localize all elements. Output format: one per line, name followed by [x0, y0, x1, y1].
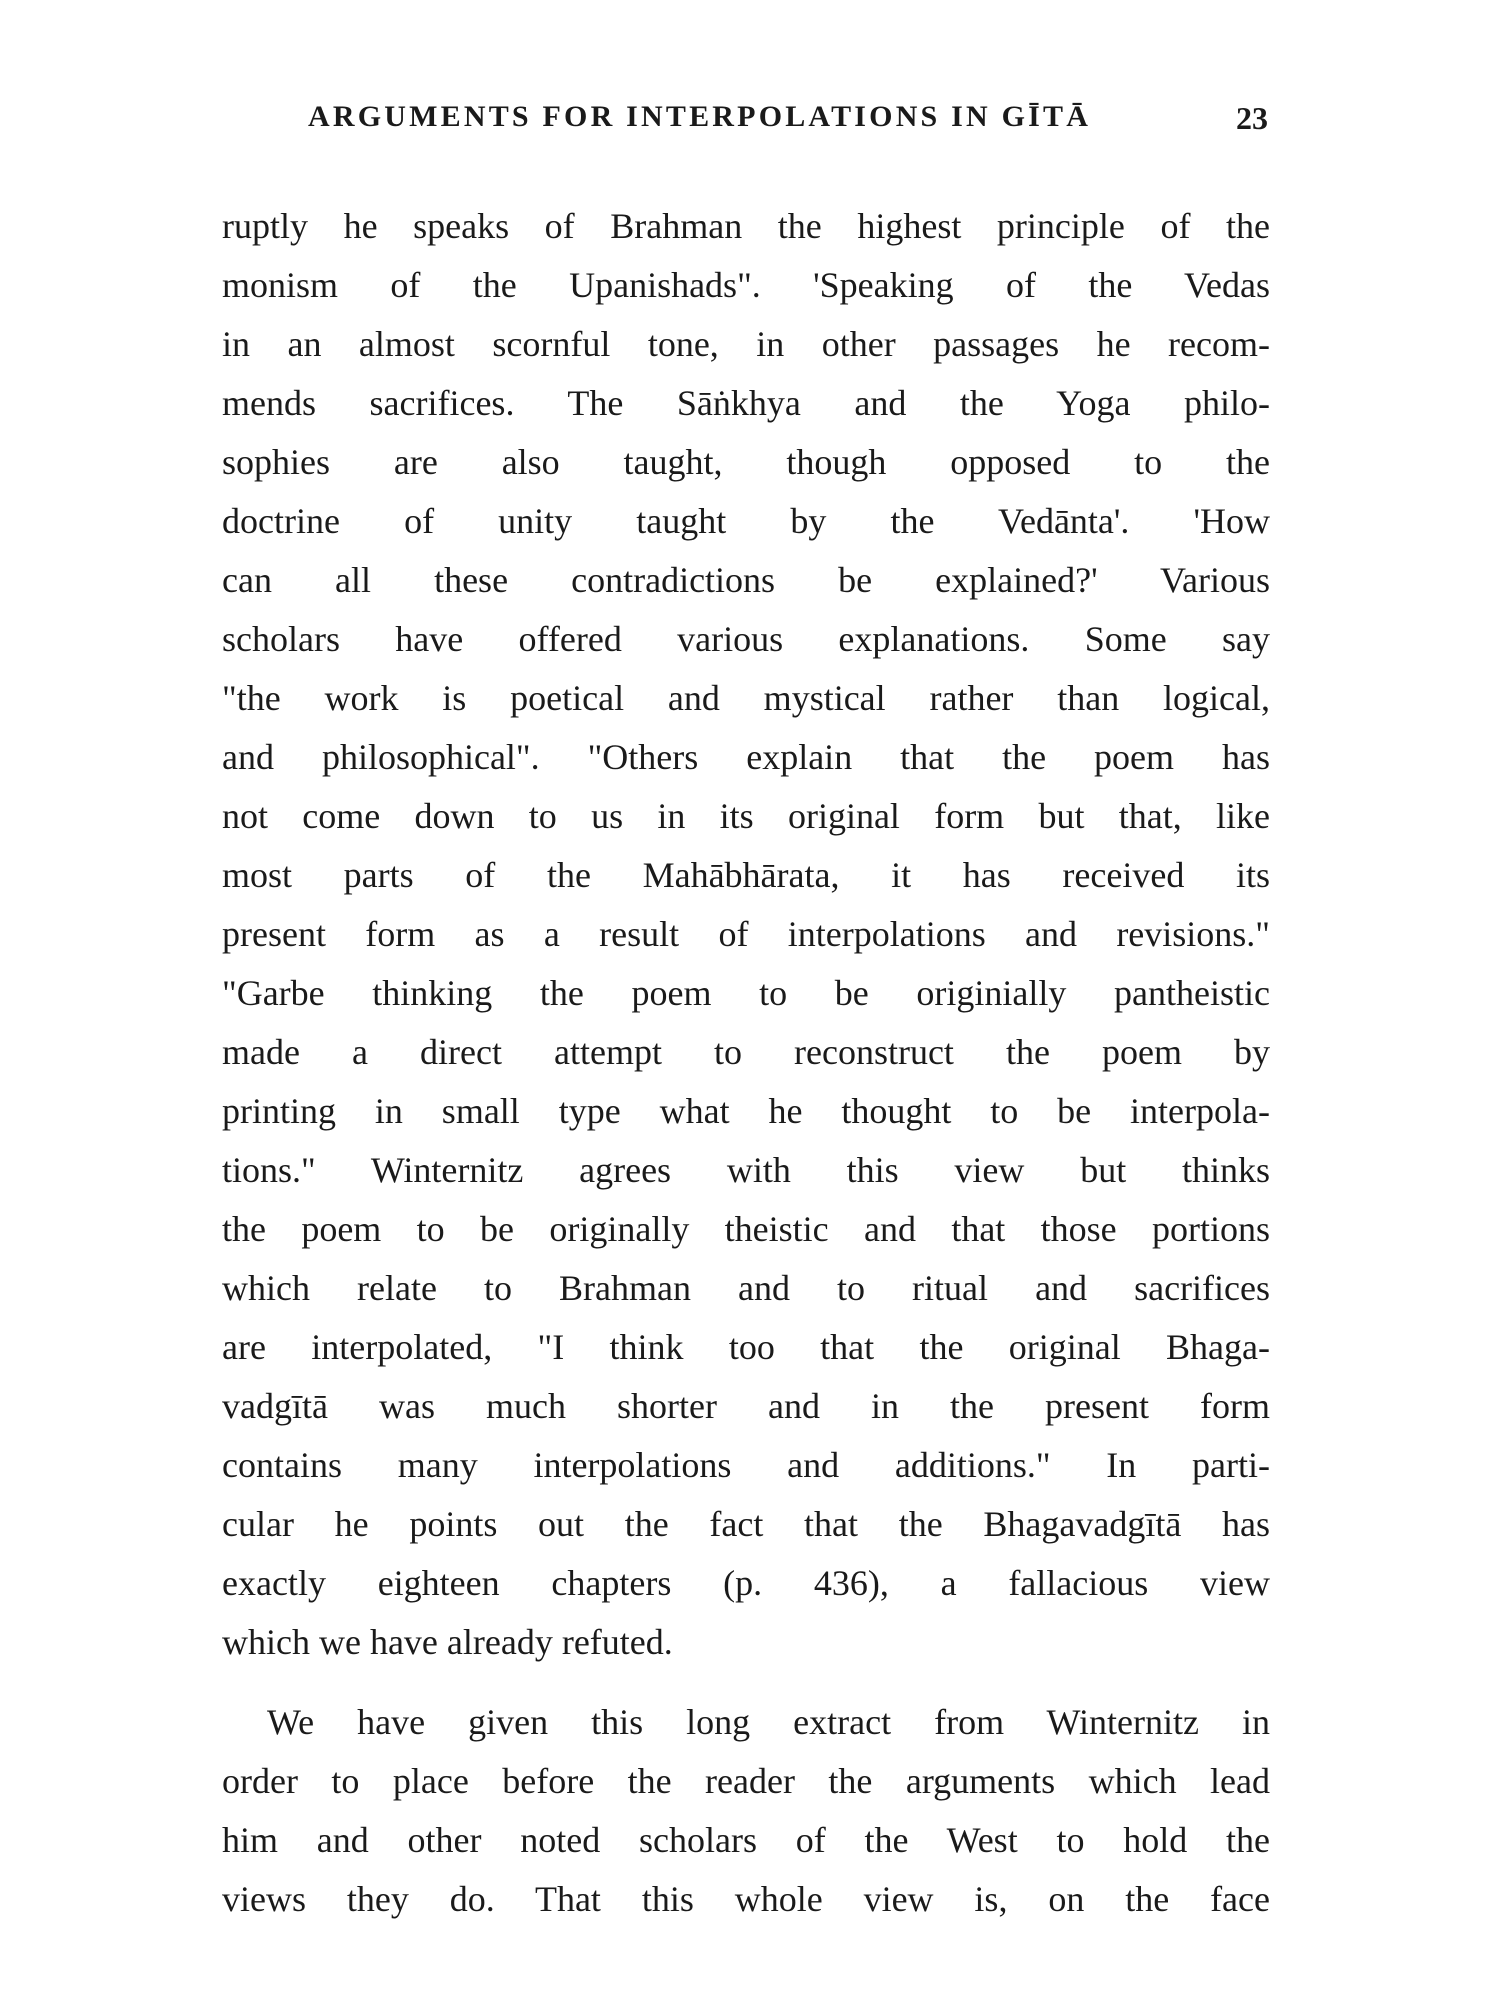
text-line: "Garbe thinking the poem to be originially pantheistic — [222, 973, 1270, 1013]
text-line: and philosophical". "Others explain that the poem has — [222, 737, 1270, 777]
running-title: ARGUMENTS FOR INTERPOLATIONS IN GĪTĀ — [308, 100, 1092, 133]
paragraph-continued — [222, 197, 1270, 1672]
text-line: are interpolated, "I think too that the original Bhaga- — [222, 1327, 1270, 1367]
text-line: printing in small type what he thought to be interpola- — [222, 1091, 1270, 1131]
text-line: most parts of the Mahābhārata, it has received its — [222, 855, 1270, 895]
text-line: vadgītā was much shorter and in the present form — [222, 1386, 1270, 1426]
text-line: views they do. That this whole view is, on the face — [222, 1879, 1270, 1919]
text-line: not come down to us in its original form but that, like — [222, 796, 1270, 836]
text-line: contains many interpolations and additions." In parti- — [222, 1445, 1270, 1485]
text-line: monism of the Upanishads". 'Speaking of the Vedas — [222, 265, 1270, 305]
text-line: doctrine of unity taught by the Vedānta'. 'How — [222, 501, 1270, 541]
text-line: cular he points out the fact that the Bhagavadgītā has — [222, 1504, 1270, 1544]
text-line: him and other noted scholars of the West to hold the — [222, 1820, 1270, 1860]
text-line: "the work is poetical and mystical rather than logical, — [222, 678, 1270, 718]
text-line: We have given this long extract from Winternitz in — [267, 1702, 1270, 1742]
text-line: which we have already refuted. — [222, 1622, 673, 1662]
text-line: can all these contradictions be explained?' Various — [222, 560, 1270, 600]
text-line: order to place before the reader the arguments which lead — [222, 1761, 1270, 1801]
text-line: present form as a result of interpolations and revisions." — [222, 914, 1270, 954]
page-number: 23 — [1236, 100, 1268, 136]
text-line: made a direct attempt to reconstruct the poem by — [222, 1032, 1270, 1072]
text-line: sophies are also taught, though opposed to the — [222, 442, 1270, 482]
text-line: in an almost scornful tone, in other passages he recom- — [222, 324, 1270, 364]
text-line: exactly eighteen chapters (p. 436), a fallacious view — [222, 1563, 1270, 1603]
text-line: the poem to be originally theistic and that those portions — [222, 1209, 1270, 1249]
text-line: mends sacrifices. The Sāṅkhya and the Yoga philo- — [222, 383, 1270, 423]
text-line: ruptly he speaks of Brahman the highest principle of the — [222, 206, 1270, 246]
text-line: tions." Winternitz agrees with this view but thinks — [222, 1150, 1270, 1190]
paragraph-new — [222, 1693, 1270, 1929]
text-line: scholars have offered various explanations. Some say — [222, 619, 1270, 659]
running-header — [308, 100, 1268, 148]
text-line: which relate to Brahman and to ritual and sacrifices — [222, 1268, 1270, 1308]
